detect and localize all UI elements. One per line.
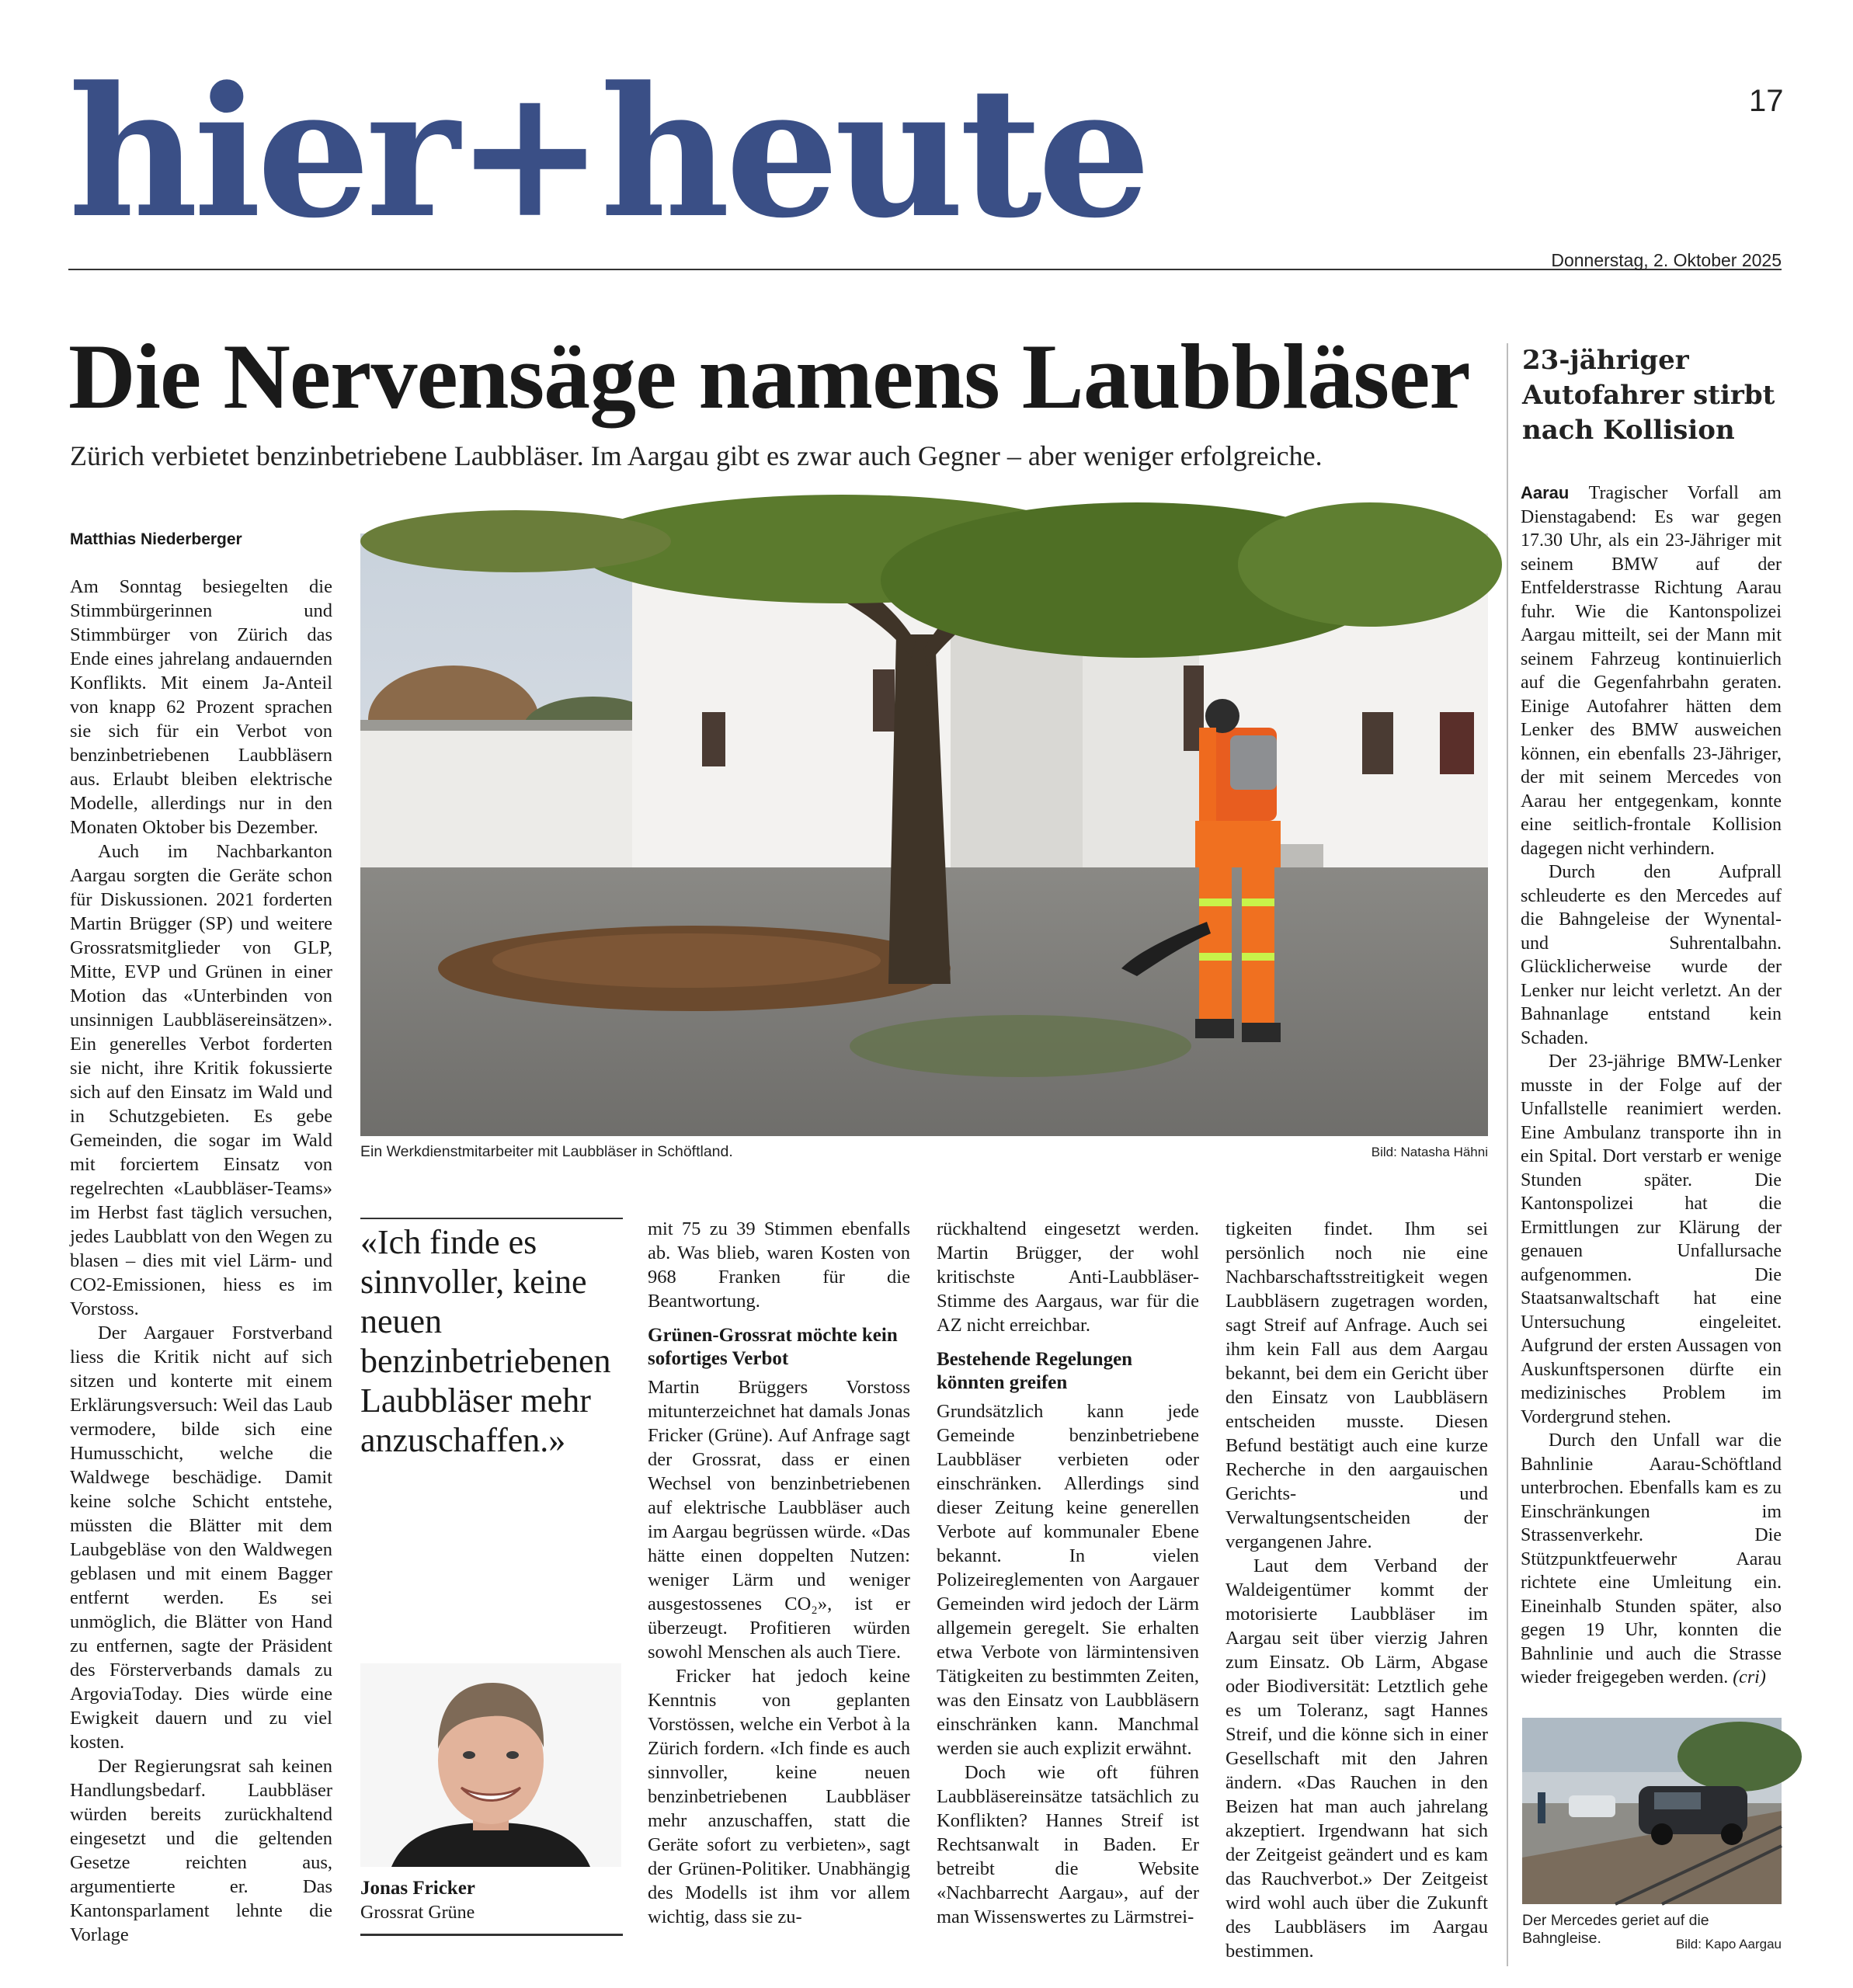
article-column-5 [1225,1217,1488,1962]
photo-caption: Ein Werkdienstmitarbeiter mit Laubbläser in Schöftland. [360,1143,733,1160]
paragraph: Der Aargauer Forstverband liess die Kritik nicht auf sich sitzen und konterte mit einem Erklärungsversuch: Weil das Laub vermodere, bilde sich eine Humusschicht, welche die Waldwege beschädige. Damit keine solche Schicht entstehe, müssten die Blätter mit dem Laubgebläse von den Waldwegen geblasen und mit einem Bagger entfernt werden. Es sei unmöglich, die Blätter von Hand zu entfernen, sagte der Präsident des Försterverbands damals zu ArgoviaToday. Dies würde eine Ewigkeit dauern und zu viel kosten. [70,1322,332,1753]
masthead-rule [68,269,1782,270]
article-headline: Die Nervensäge namens Laubbläser [68,325,1470,428]
sidebar-last-text: Durch den Unfall war die Bahnlinie Aarau-Schöftland unterbrochen. Ebenfalls kam es zu Einschränkungen im Strassenverkehr. Die Stützpunktfeuerwehr Aarau richtete eine Umleitung ein. Eineinhalb Stunden später, also gegen 19 Uhr, konnten die Bahnlinie und auch die Strasse wieder freigegeben werden. [1521,1430,1782,1687]
issue-date: Donnerstag, 2. Oktober 2025 [1551,250,1782,270]
quote-rule-top [360,1218,623,1219]
subheading: Bestehende Regelungen könnten greifen [937,1349,1133,1393]
sidebar-photo-caption: Der Mercedes geriet auf die Bahngleise. [1522,1912,1709,1947]
leaf-blower-photo-illustration [360,533,1488,1136]
paragraph: Martin Brüggers Vorstoss mitunterzeichnet hat damals Jonas Fricker (Grüne). Auf Anfrage sagt der Grossrat, dass er einen Wechsel von benzinbetriebenen auf elektrische Laubbläser auch im Aargau begrüssen würde. «Das hätte einen doppelten Nutzen: weniger Lärm und weniger ausgestossenes CO₂», ist er überzeugt. Profitieren würden sowohl Menschen als auch Tiere. [648,1377,910,1663]
article-lead: Zürich verbietet benzinbetriebene Laubbläser. Im Aargau gibt es zwar auch Gegner – aber weniger erfolgreiche. [70,440,1323,471]
sidebar-divider [1507,343,1508,1966]
sidebar-place: Aarau [1521,483,1570,502]
photo-credit: Bild: Natasha Hähni [1371,1145,1488,1159]
paragraph: Doch wie oft führen Laubbläsereinsätze tatsächlich zu Konflikten? Hannes Streif ist Rechtsanwalt in Baden. Er betreibt die Website «Nachbarrecht Aargau», auf der man Wissenswertes zu Lärmstrei- [937,1762,1199,1927]
portrait-photo [360,1663,621,1867]
accident-photo-illustration [1522,1718,1782,1904]
portrait-rule-bottom [360,1934,623,1936]
paragraph: Laut dem Verband der Waldeigentümer kommt der motorisierte Laubbläser im Aargau seit über vierzig Jahren zum Einsatz. Ob Lärm, Abgase oder Biodiversität: Letztlich gehe es um Toleranz, sagt Hannes Streif, und die könne sich in einer Gesellschaft mit den Jahren ändern. «Das Rauchen in den Beizen hat man auch jahrelang akzeptiert. Irgendwann hat sich der Zeitgeist geändert und es kam das Rauchverbot.» Der Zeitgeist wird wohl auch über die Zukunft des Laubbläsers im Aargau bestimmen. [1225,1555,1488,1962]
sidebar-article [1521,481,1782,1687]
portrait-name: Jonas Fricker [360,1878,475,1899]
subheading: Grünen-Grossrat möchte kein sofortiges Verbot [648,1325,898,1369]
paragraph: Grundsätzlich kann jede Gemeinde benzinbetriebene Laubbläser verbieten oder einschränken. Allerdings sind dieser Zeitung keine generellen Verbote auf kommunaler Ebene bekannt. In vielen Polizeireglementen von Aargauer Gemeinden wird jedoch der Lärm allgemein geregelt. Sie erhalten etwa Verbote von lärmintensiven Tätigkeiten zu bestimmten Zeiten, was den Einsatz von Laubbläsern einschränken kann. Manchmal werden sie auch explizit erwähnt. [937,1401,1199,1759]
paragraph: tigkeiten findet. Ihm sei persönlich noch nie eine Nachbarschaftsstreitigkeit wegen Laubbläsern zugetragen worden, sagt Streif auf Anfrage. Auch sei ihm kein Fall aus dem Aargau bekannt, bei dem ein Gericht über den Einsatz von Laubbläsern entscheiden musste. Diesen Befund bestätigt auch eine kurze Recherche in den aargauischen Gerichts- und Verwaltungsentscheiden der vergangenen Jahre. [1225,1218,1488,1552]
article-photo [360,533,1488,1136]
paragraph [1521,481,1782,860]
paragraph [1521,1429,1782,1690]
portrait-illustration [360,1663,621,1867]
page-number: 17 [1749,84,1784,118]
sidebar-headline: 23-jähriger Autofahrer stirbt nach Kollision [1522,345,1775,446]
paragraph: Am Sonntag besiegelten die Stimmbürgerinnen und Stimmbürger von Zürich das Ende eines jahrelang andauernden Konflikts. Mit einem Ja-Anteil von knapp 62 Prozent sprachen sie sich für ein Verbot von benzinbetriebenen Laubbläsern aus. Erlaubt bleiben elektrische Modelle, allerdings nur in den Monaten Oktober bis Dezember. [70,576,332,838]
paragraph: Auch im Nachbarkanton Aargau sorgten die Geräte schon für Diskussionen. 2021 forderten Martin Brügger (SP) und weitere Grossratsmitglieder von GLP, Mitte, EVP und Grünen in einer Motion das «Unterbinden von unsinnigen Laubbläsereinsätzen». Ein generelles Verbot forderten sie nicht, ihre Kritik fokussierte sich auf den Einsatz im Wald und in Schutzgebieten. Es gebe Gemeinden, die sogar im Wald mit forciertem Einsatz von regelrechten «Laubbläser-Teams» im Herbst fast täglich versuchen, jedes Laubblatt von den Wegen zu blasen – dies mit viel Lärm- und CO2-Emissionen, hiess es im Vorstoss. [70,841,332,1319]
portrait-role: Grossrat Grüne [360,1903,475,1923]
paragraph: rückhaltend eingesetzt werden. Martin Brügger, der wohl kritischste Anti-Laubbläser-Stimme des Aargaus, war für die AZ nicht erreichbar. [937,1218,1199,1336]
paragraph: Der Regierungsrat sah keinen Handlungsbedarf. Laubbläser würden bereits zurückhaltend eingesetzt und die geltenden Gesetze reichten aus, argumentierte er. Das Kantonsparlament lehnte die Vorlage [70,1756,332,1945]
sidebar-photo-credit: Bild: Kapo Aargau [1675,1937,1782,1952]
article-column-1 [70,575,332,1949]
article-author: Matthias Niederberger [70,530,242,548]
article-column-3 [648,1217,910,1962]
paragraph: Fricker hat jedoch keine Kenntnis von geplanten Vorstössen, welche ein Verbot à la Zürich fordern. «Ich finde es auch sinnvoller, keine neuen benzinbetriebenen Laubbläser mehr anzuschaffen, statt die Geräte sofort zu verbieten», sagt der Grünen-Politiker. Unabhängig des Modells ist ihm vor allem wichtig, dass sie zu- [648,1666,910,1927]
sidebar-signature: (cri) [1733,1667,1766,1687]
masthead-title: hier+heute [68,48,1147,258]
article-column-4 [937,1217,1199,1962]
pull-quote: «Ich finde es sinnvoller, keine neuen benzinbetriebenen Laubbläser mehr anzuschaffen.» [360,1223,611,1459]
paragraph: mit 75 zu 39 Stimmen ebenfalls ab. Was blieb, waren Kosten von 968 Franken für die Beantwortung. [648,1218,910,1312]
paragraph: Der 23-jährige BMW-Lenker musste in der Folge auf der Unfallstelle reanimiert werden. Eine Ambulanz transporte ihn in ein Spital. Dort verstarb er wenige Stunden später. Die Kantonspolizei hat die Ermittlungen zur Klärung der genauen Unfallursache aufgenommen. Die Staatsanwaltschaft hat eine Untersuchung eingeleitet. Aufgrund der ersten Aussagen von Auskunftspersonen dürfte ein medizinisches Problem im Vordergrund stehen. [1521,1051,1782,1427]
sidebar-first-text: Tragischer Vorfall am Dienstagabend: Es war gegen 17.30 Uhr, als ein 23-Jähriger mit seinem BMW auf der Entfelderstrasse Richtung Aarau fuhr. Wie die Kantonspolizei Aargau mitteilt, sei der Mann mit seinem Fahrzeug kontinuierlich auf die Gegenfahrbahn geraten. Einige Autofahrer hätten dem Lenker des BMW ausweichen können, ein ebenfalls 23-Jähriger, der mit seinem Mercedes von Aarau her entgegenkam, konnte eine seitlich-frontale Kollision dagegen nicht verhindern. [1521,483,1782,859]
sidebar-photo [1522,1718,1782,1904]
paragraph: Durch den Aufprall schleuderte es den Mercedes auf die Bahngeleise der Wynental- und Suhrentalbahn. Glücklicherweise wurde der Lenker nur leicht verletzt. An der Bahnanlage entstand kein Schaden. [1521,862,1782,1048]
